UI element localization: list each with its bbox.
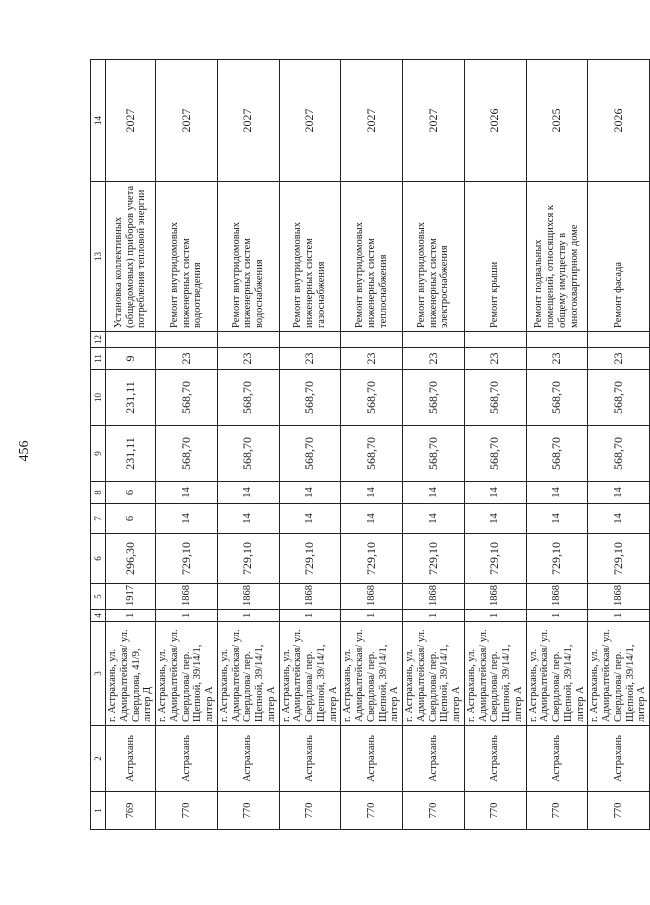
year-built-cell: 1868 [217, 584, 279, 610]
row-number-cell: 770 [279, 792, 341, 830]
col4-cell: 1 [464, 610, 526, 622]
planned-year-cell: 2027 [403, 60, 465, 182]
year-built-cell: 1917 [106, 584, 156, 610]
col4-cell: 1 [156, 610, 218, 622]
col12-cell [156, 332, 218, 348]
municipality-cell: Астрахань [279, 726, 341, 792]
total-area-cell: 729,10 [279, 534, 341, 584]
work-type-cell: Ремонт внутридомовых инженерных систем водоснабжения [217, 182, 279, 332]
col4-cell: 1 [106, 610, 156, 622]
header-cell: 6 [91, 534, 106, 584]
col11-cell: 23 [156, 348, 218, 370]
year-built-cell: 1868 [403, 584, 465, 610]
col11-cell: 23 [341, 348, 403, 370]
col12-cell [526, 332, 588, 348]
col12-cell [106, 332, 156, 348]
total-area-cell: 296,30 [106, 534, 156, 584]
table-row [588, 60, 650, 830]
col7-cell: 14 [588, 504, 650, 534]
column-number-row [91, 60, 106, 830]
header-cell: 5 [91, 584, 106, 610]
col11-cell: 23 [279, 348, 341, 370]
col12-cell [279, 332, 341, 348]
total-area-cell: 729,10 [403, 534, 465, 584]
header-cell: 1 [91, 792, 106, 830]
row-number-cell: 770 [403, 792, 465, 830]
municipality-cell: Астрахань [588, 726, 650, 792]
col4-cell: 1 [526, 610, 588, 622]
col4-cell: 1 [217, 610, 279, 622]
planned-year-cell: 2025 [526, 60, 588, 182]
municipality-cell: Астрахань [341, 726, 403, 792]
year-built-cell: 1868 [279, 584, 341, 610]
planned-year-cell: 2027 [217, 60, 279, 182]
col8-cell: 6 [106, 482, 156, 504]
table-row [526, 60, 588, 830]
municipality-cell: Астрахань [217, 726, 279, 792]
work-type-cell: Установка коллективных (общедомовых) приборов учета потребления тепловой энергии [106, 182, 156, 332]
col9-cell: 568,70 [464, 426, 526, 482]
col12-cell [588, 332, 650, 348]
municipality-cell: Астрахань [156, 726, 218, 792]
planned-year-cell: 2027 [106, 60, 156, 182]
header-cell: 3 [91, 622, 106, 726]
col11-cell: 23 [588, 348, 650, 370]
col10-cell: 568,70 [217, 370, 279, 426]
housing-repair-table [90, 59, 650, 830]
address-cell: г. Астрахань, ул. Адмиралтейская/ ул. Свердлова/ пер. Щепной, 39/14/1, литер А [403, 622, 465, 726]
col12-cell [464, 332, 526, 348]
row-number-cell: 770 [526, 792, 588, 830]
col11-cell: 23 [464, 348, 526, 370]
work-type-cell: Ремонт фасада [588, 182, 650, 332]
col7-cell: 14 [403, 504, 465, 534]
col7-cell: 14 [464, 504, 526, 534]
row-number-cell: 770 [156, 792, 218, 830]
address-cell: г. Астрахань, ул. Адмиралтейская/ ул. Свердлова/ пер. Щепной, 39/14/1, литер А [279, 622, 341, 726]
table-row [341, 60, 403, 830]
header-cell: 10 [91, 370, 106, 426]
col9-cell: 568,70 [279, 426, 341, 482]
planned-year-cell: 2027 [341, 60, 403, 182]
work-type-cell: Ремонт внутридомовых инженерных систем водоотведения [156, 182, 218, 332]
col10-cell: 568,70 [341, 370, 403, 426]
col9-cell: 568,70 [217, 426, 279, 482]
table-row [106, 60, 156, 830]
address-cell: г. Астрахань, ул. Адмиралтейская/ ул. Свердлова/ пер. Щепной, 39/14/1, литер А [156, 622, 218, 726]
table-row [403, 60, 465, 830]
col7-cell: 6 [106, 504, 156, 534]
col10-cell: 568,70 [403, 370, 465, 426]
year-built-cell: 1868 [341, 584, 403, 610]
col4-cell: 1 [341, 610, 403, 622]
year-built-cell: 1868 [464, 584, 526, 610]
total-area-cell: 729,10 [526, 534, 588, 584]
col9-cell: 568,70 [588, 426, 650, 482]
year-built-cell: 1868 [588, 584, 650, 610]
total-area-cell: 729,10 [217, 534, 279, 584]
col9-cell: 231,11 [106, 426, 156, 482]
col10-cell: 568,70 [526, 370, 588, 426]
header-cell: 12 [91, 332, 106, 348]
total-area-cell: 729,10 [156, 534, 218, 584]
col7-cell: 14 [156, 504, 218, 534]
header-cell: 11 [91, 348, 106, 370]
table-row [156, 60, 218, 830]
col12-cell [341, 332, 403, 348]
row-number-cell: 770 [341, 792, 403, 830]
col9-cell: 568,70 [526, 426, 588, 482]
total-area-cell: 729,10 [341, 534, 403, 584]
col10-cell: 568,70 [464, 370, 526, 426]
col8-cell: 14 [588, 482, 650, 504]
planned-year-cell: 2026 [464, 60, 526, 182]
year-built-cell: 1868 [156, 584, 218, 610]
address-cell: г. Астрахань, ул. Адмиралтейская/ ул. Свердлова/ пер. Щепной, 39/14/1, литер А [464, 622, 526, 726]
col8-cell: 14 [279, 482, 341, 504]
col11-cell: 23 [526, 348, 588, 370]
col4-cell: 1 [279, 610, 341, 622]
page-number: 456 [17, 440, 32, 462]
municipality-cell: Астрахань [464, 726, 526, 792]
work-type-cell: Ремонт крыши [464, 182, 526, 332]
col11-cell: 23 [403, 348, 465, 370]
row-number-cell: 770 [588, 792, 650, 830]
col7-cell: 14 [526, 504, 588, 534]
col8-cell: 14 [403, 482, 465, 504]
year-built-cell: 1868 [526, 584, 588, 610]
row-number-cell: 769 [106, 792, 156, 830]
col9-cell: 568,70 [341, 426, 403, 482]
table-row [279, 60, 341, 830]
col4-cell: 1 [403, 610, 465, 622]
planned-year-cell: 2027 [156, 60, 218, 182]
col11-cell: 23 [217, 348, 279, 370]
col7-cell: 14 [217, 504, 279, 534]
address-cell: г. Астрахань, ул. Адмиралтейская/ ул. Свердлова/ пер. Щепной, 39/14/1, литер А [341, 622, 403, 726]
municipality-cell: Астрахань [403, 726, 465, 792]
header-cell: 7 [91, 504, 106, 534]
col8-cell: 14 [156, 482, 218, 504]
col12-cell [403, 332, 465, 348]
rotated-table-container [90, 60, 648, 830]
municipality-cell: Астрахань [106, 726, 156, 792]
work-type-cell: Ремонт подвальных помещений, относящихся к общему имуществу в многоквартирном доме [526, 182, 588, 332]
header-cell: 14 [91, 60, 106, 182]
header-cell: 13 [91, 182, 106, 332]
address-cell: г. Астрахань, ул. Адмиралтейская/ ул. Свердлова/ пер. Щепной, 39/14/1, литер А [217, 622, 279, 726]
address-cell: г. Астрахань, ул. Адмиралтейская/ ул. Свердлова, 41/9, литер Д [106, 622, 156, 726]
col4-cell: 1 [588, 610, 650, 622]
col11-cell: 9 [106, 348, 156, 370]
col7-cell: 14 [341, 504, 403, 534]
header-cell: 9 [91, 426, 106, 482]
table-row [464, 60, 526, 830]
col9-cell: 568,70 [403, 426, 465, 482]
header-cell: 8 [91, 482, 106, 504]
table-row [217, 60, 279, 830]
total-area-cell: 729,10 [464, 534, 526, 584]
municipality-cell: Астрахань [526, 726, 588, 792]
header-cell: 2 [91, 726, 106, 792]
col10-cell: 568,70 [588, 370, 650, 426]
col10-cell: 568,70 [156, 370, 218, 426]
col8-cell: 14 [341, 482, 403, 504]
col10-cell: 231,11 [106, 370, 156, 426]
work-type-cell: Ремонт внутридомовых инженерных систем теплоснабжения [341, 182, 403, 332]
col12-cell [217, 332, 279, 348]
col8-cell: 14 [526, 482, 588, 504]
row-number-cell: 770 [464, 792, 526, 830]
planned-year-cell: 2026 [588, 60, 650, 182]
work-type-cell: Ремонт внутридомовых инженерных систем газоснабжения [279, 182, 341, 332]
work-type-cell: Ремонт внутридомовых инженерных систем электроснабжения [403, 182, 465, 332]
row-number-cell: 770 [217, 792, 279, 830]
header-cell: 4 [91, 610, 106, 622]
col8-cell: 14 [217, 482, 279, 504]
address-cell: г. Астрахань, ул. Адмиралтейская/ ул. Свердлова/ пер. Щепной, 39/14/1, литер А [588, 622, 650, 726]
planned-year-cell: 2027 [279, 60, 341, 182]
col9-cell: 568,70 [156, 426, 218, 482]
address-cell: г. Астрахань, ул. Адмиралтейская/ ул. Свердлова/ пер. Щепной, 39/14/1, литер А [526, 622, 588, 726]
col10-cell: 568,70 [279, 370, 341, 426]
col8-cell: 14 [464, 482, 526, 504]
total-area-cell: 729,10 [588, 534, 650, 584]
col7-cell: 14 [279, 504, 341, 534]
